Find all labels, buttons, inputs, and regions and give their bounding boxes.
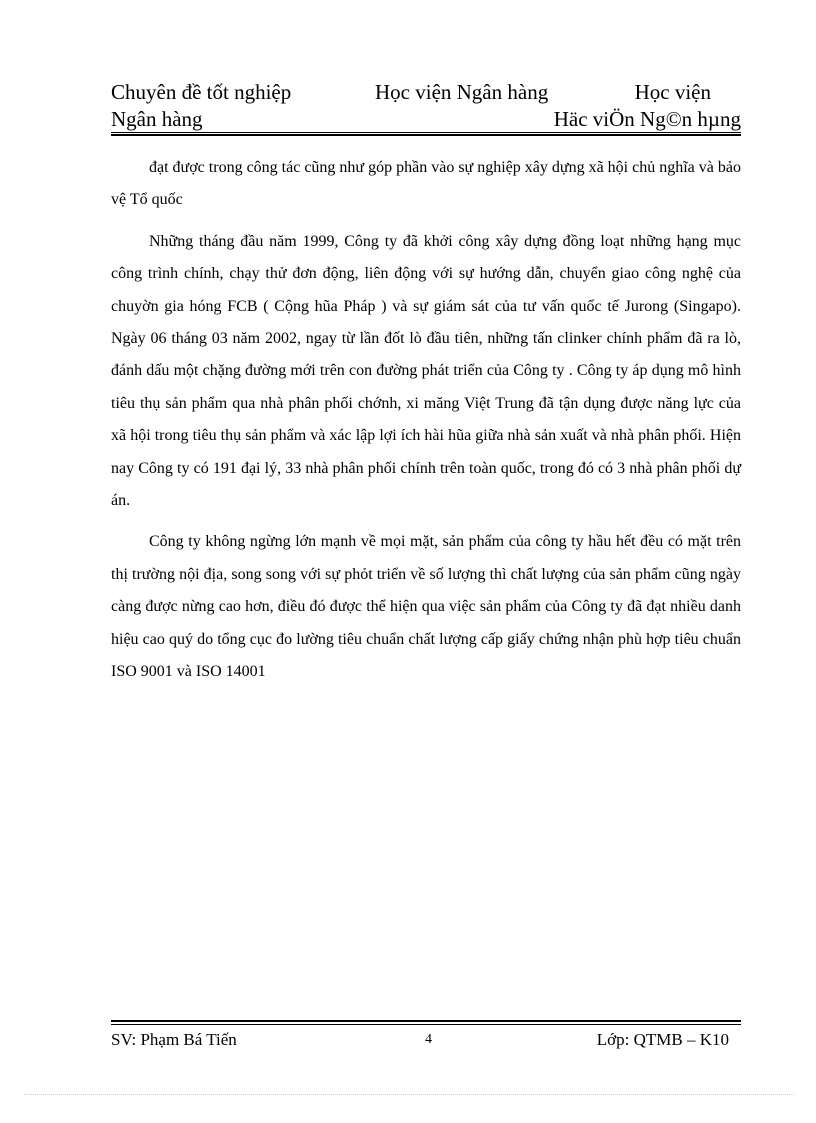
- footer-rule: [111, 1020, 741, 1025]
- header-line-1: [111, 78, 741, 106]
- header-rule: [111, 132, 741, 136]
- page-footer: [111, 1020, 741, 1049]
- header-institution-cont: Ngân hàng: [111, 107, 203, 131]
- header-institution-repeat: Học viện: [634, 80, 711, 104]
- page-edge-divider: [24, 1094, 794, 1095]
- footer-page-number: 4: [425, 1032, 432, 1047]
- header-thesis-title: Chuyên đề tốt nghiệp: [111, 80, 292, 104]
- paragraph-history: Những tháng đầu năm 1999, Công ty đã khởi công xây dựng đồng loạt những hạng mục công trình chính, chạy thử đơn động, liên động với sự hướng dẫn, chuyển giao công nghệ của chuyờn gia hóng FCB ( Cộng hũa Pháp ) và sự giám sát của tư vấn quốc tế Jurong (Singapo). Ngày 06 tháng 03 năm 2002, ngay từ lần đốt lò đầu tiên, những tấn clinker chính phẩm đã ra lò, đánh dấu một chặng đường mới trên con đường phát triển của Công ty . Công ty áp dụng mô hình tiêu thụ sản phẩm qua nhà phân phối chớnh, xi măng Việt Trung đã tận dụng được năng lực của xã hội trong tiêu thụ sản phẩm và xác lập lợi ích hài hũa giữa nhà sản xuất và nhà phân phối. Hiện nay Công ty có 191 đại lý, 33 nhà phân phối chính trên toàn quốc, trong đó có 3 nhà phân phối dự án.: [111, 232, 741, 510]
- footer-student-name: SV: Phạm Bá Tiến: [111, 1030, 237, 1049]
- paragraph-continuation: đạt được trong công tác cũng như góp phần vào sự nghiệp xây dựng xã hội chủ nghĩa và bảo vệ Tổ quốc: [111, 159, 741, 209]
- header-line-2: [111, 106, 741, 132]
- page-header: [111, 78, 741, 132]
- page-body: [111, 152, 741, 689]
- footer-row: [111, 1028, 741, 1052]
- footer-class: Lớp: QTMB – K10: [596, 1030, 729, 1049]
- paragraph-growth: Công ty không ngừng lớn mạnh về mọi mặt, sản phẩm của công ty hầu hết đều có mặt trên thị trường nội địa, song song với sự phỏt triển về số lượng thì chất lượng của sản phẩm cũng ngày càng được nừng cao hơn, điều đó được thể hiện qua việc sản phẩm của Công ty đã đạt nhiều danh hiệu cao quý do tổng cục đo lường tiêu chuẩn chất lượng cấp giấy chứng nhận phù hợp tiêu chuẩn ISO 9001 và ISO 14001: [111, 533, 741, 681]
- header-institution-legacy-font: Häc viÖn Ng©n hµng: [553, 107, 741, 131]
- header-institution: Học viện Ngân hàng: [375, 80, 549, 104]
